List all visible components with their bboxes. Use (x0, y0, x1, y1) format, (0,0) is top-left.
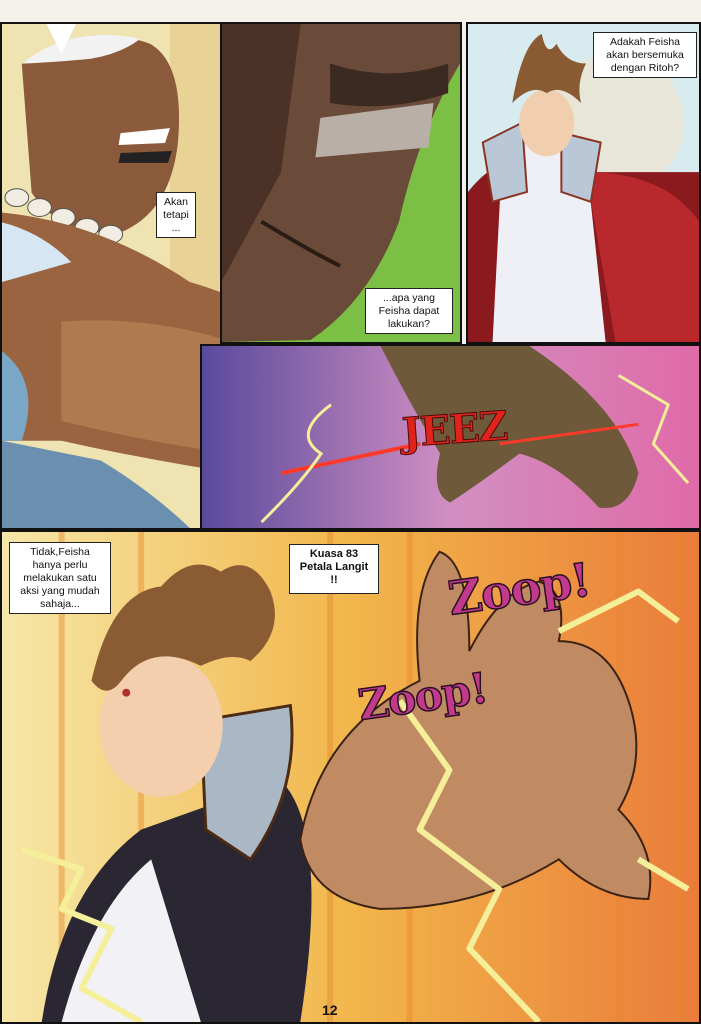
caption-kuasa: Kuasa 83 Petala Langit !! (289, 544, 379, 594)
panel-feisha-cape (466, 22, 701, 344)
caption-adakah: Adakah Feisha akan bersemuka dengan Ritoh? (593, 32, 697, 78)
caption-tidak: Tidak,Feisha hanya perlu melakukan satu aksi yang mudah sahaja... (9, 542, 111, 614)
caption-apa-yang: ...apa yang Feisha dapat lakukan? (365, 288, 453, 334)
page-number: 12 (322, 1002, 338, 1018)
sfx-zoop-1: Zoop! (444, 552, 594, 626)
sfx-jeez: JEEZ (400, 402, 509, 457)
panel-face-closeup (220, 22, 462, 344)
panel-hand-strip (200, 344, 701, 530)
caption-akan-tetapi: Akan tetapi ... (156, 192, 196, 238)
sfx-zoop-2: Zoop! (355, 663, 491, 730)
panel-feisha-power (0, 530, 701, 1024)
